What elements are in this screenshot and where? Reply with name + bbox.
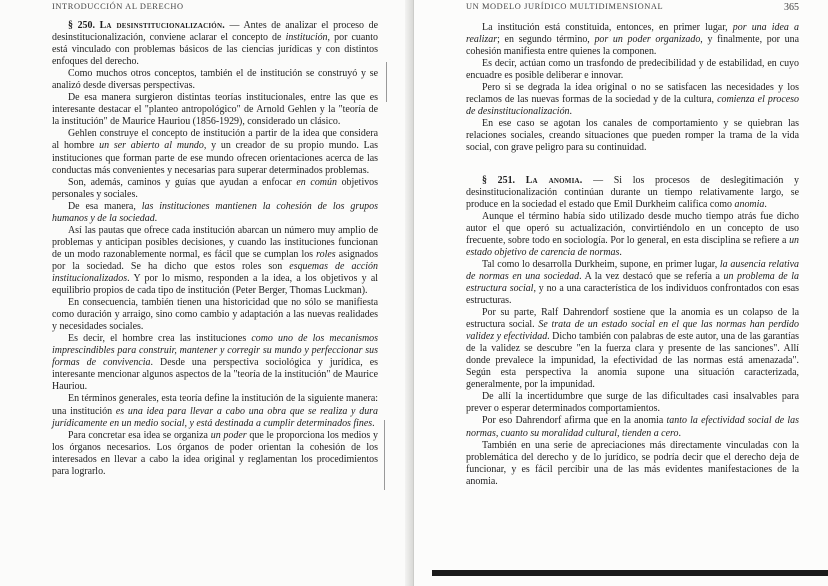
emphasis: comienza el proceso de desinstitucionalización: [466, 94, 799, 118]
emphasis: un problema de la estructura social: [466, 270, 799, 294]
text-run: .: [372, 417, 375, 429]
paragraph: [52, 393, 378, 429]
paragraph: Como muchos otros conceptos, también el de institución se construyó y se analizó desde diversas perspectivas.: [52, 68, 378, 92]
text-run: . Y por lo mismo, responden a la idea, a los objetivos y al equilibrio propios de cada tipo de institución (Peter Berger, Thomas Luckman).: [52, 272, 378, 297]
text-run: .: [678, 427, 681, 439]
text-run: Si los procesos de deslegitimación y desinstitucionalización continúan durante un tiempo relativamente largo, se produce en la sociedad el estado que Emil Durkheim califica como: [466, 174, 800, 210]
text-run: En términos generales, esta teoría define la institución de la siguiente manera: una institución: [52, 393, 378, 417]
paragraph: [466, 307, 799, 391]
emphasis: roles: [316, 248, 336, 260]
paragraph: [466, 415, 799, 439]
emphasis: la ausencia relativa de normas en una sociedad: [466, 258, 799, 282]
paragraph: [52, 177, 378, 201]
emphasis: en común: [296, 176, 337, 188]
text-run: Aunque el término había sido utilizado desde mucho tiempo atrás fue dicho autor el que operó su actualización, convirtiéndolo en un concepto de uso frecuente, sobre todo en sociología. Por lo general, en esta disciplina se refiere a: [466, 210, 799, 246]
paragraph: [466, 211, 799, 259]
text-run: .: [569, 106, 572, 118]
emphasis: anomia: [734, 198, 765, 210]
emphasis: un estado objetivo de carencia de normas: [466, 234, 799, 258]
paragraph: También en una serie de apreciaciones más directamente vinculadas con la problemática del derecho y de lo jurídico, se podría decir que el derecho deja de funcionar, y es fácil percibir una de las más evidentes manifestaciones de la anomia.: [466, 439, 799, 487]
paragraph: [466, 259, 799, 307]
left-running-head: INTRODUCCIÓN AL DERECHO: [52, 2, 184, 11]
section-number: § 250.: [68, 20, 95, 31]
text-run: . Desde una perspectiva sociológica y jurídica, es interesante mencionar algunos aspectos de la "teoría de la institución" de Maurice Hauriou.: [52, 357, 378, 393]
paragraph: En ese caso se agotan los canales de comportamiento y se quiebran las relaciones sociales, creando situaciones que pueden romper la trama de la vida social, con grave peligro para su continuidad.: [466, 118, 799, 154]
text-run: , y un creador de su propio mundo. Las instituciones que forman parte de ese mundo ofrecen orientaciones acerca de las conductas más convenientes y necesarias para superar determinados problemas.: [52, 140, 379, 176]
text-run: , y no a una característica de los individuos confrontados con esas estructuras.: [466, 282, 799, 306]
text-run: Por eso Dahrendorf afirma que en la anomia: [482, 415, 667, 427]
running-head-title: UN MODELO JURÍDICO MULTIDIMENSIONAL: [466, 2, 664, 11]
margin-mark: [386, 62, 387, 102]
text-run: objetivos personales y sociales.: [52, 176, 379, 200]
text-run: asignados por la sociedad. Se ha dicho que estos roles son: [52, 248, 378, 272]
text-run: Es decir, el hombre crea las instituciones: [68, 333, 252, 345]
section-title: La desinstitucionalización.: [99, 20, 225, 31]
text-run: Son, además, caminos y guías que ayudan a enfocar: [68, 176, 297, 188]
paragraph-251-intro: [466, 175, 799, 211]
right-page: [414, 0, 828, 586]
section-dash: —: [229, 20, 240, 31]
text-run: Pero si se degrada la idea original o no se satisfacen las necesidades y los reclamos de las nuevas formas de la sociedad y de la cultura,: [466, 82, 799, 106]
text-run: . Dicho también con palabras de este autor, una de las garantías de la validez se descubre "en la fuerza clara y presente de las sanciones". Allí donde prevalece la impunidad, la efectividad de las normas está amenazada". Según esta perspectiva la anomia supone una situación caracterizada, generalmente, por la impunidad.: [466, 331, 799, 391]
emphasis: es una idea para llevar a cabo una obra que se realiza y dura jurídicamente en un medio social, y está destinada a cumplir determinados fines: [52, 405, 379, 429]
paragraph: [52, 201, 378, 225]
emphasis: como uno de los mecanismos imprescindibles para construir, mantener y corregir su mundo y perfeccionar sus formas de convivencia: [52, 333, 379, 369]
section-title: La anomia.: [525, 174, 583, 186]
paragraph: [466, 82, 799, 118]
text-run: Antes de analizar el proceso de desinstitucionalización, conviene aclarar el concepto de: [52, 20, 378, 44]
text-run: que le proporciona los medios y los órganos necesarios. Los órganos de poder orientan la cohesión de los interesados en llevar a cabo la idea original y reglamentan los procedimientos para lograrlo.: [52, 429, 378, 477]
emphasis: por un poder organizado: [594, 34, 701, 46]
emphasis: tanto la efectividad social de las normas, cuanto su moralidad cultural, tienden a cero: [466, 415, 799, 439]
text-run: Tal como lo desarrolla Durkheim, supone, en primer lugar,: [482, 258, 720, 270]
text-run: , y finalmente, por una cohesión manifiesta entre quienes la componen.: [466, 34, 799, 58]
text-run: Por su parte, Ralf Dahrendorf sostiene que la anomia es un colapso de la estructura social.: [466, 307, 799, 331]
left-body-text: [52, 20, 378, 478]
text-run: , por cuanto está vinculado con problemas básicos de las ciencias jurídicas y con distintos enfoques del derecho.: [52, 32, 378, 68]
text-run: ; en segundo término,: [497, 34, 595, 46]
emphasis: las instituciones mantienen la cohesión de los grupos humanos y de la sociedad: [52, 200, 378, 224]
paragraph: [466, 22, 799, 58]
text-run: .: [154, 212, 158, 224]
paragraph: Es decir, actúan como un trasfondo de predecibilidad y de estabilidad, en cuyo encuadre es posible deliberar e innovar.: [466, 58, 799, 82]
text-run: Para concretar esa idea se organiza: [68, 429, 211, 441]
paragraph: De esa manera surgieron distintas teorías institucionales, entre las que es interesante destacar el "planteo antropológico" de Arnold Gehlen y la "teoría de la institución" de Maurice Hauriou (1856-1929), considerado un clásico.: [52, 92, 378, 128]
text-run: Gehlen construye el concepto de institución a partir de la idea que considera al hombre: [52, 128, 378, 152]
text-run: De esa manera,: [68, 200, 142, 212]
emphasis: por una idea a realizar: [466, 22, 799, 46]
text-run: . A la vez destacó que se refería a: [579, 270, 724, 282]
emphasis: un ser abierto al mundo: [99, 140, 204, 152]
text-run: .: [619, 246, 622, 258]
paragraph: [52, 430, 378, 478]
emphasis: Se trata de un estado social en el que las normas han perdido validez y efectividad: [466, 319, 799, 343]
paragraph: [52, 128, 378, 176]
section-dash: —: [593, 174, 604, 186]
section-number: § 251.: [482, 174, 516, 186]
text-run: Así las pautas que ofrece cada institución abarcan un número muy amplio de problemas y anticipan posibles decisiones, y cuando las instituciones funcionan de un modo razonablemente normal, es fácil que se cumplan los: [52, 224, 378, 260]
paragraph-250-intro: [52, 20, 378, 68]
paragraph: De allí la incertidumbre que surge de las dificultades casi insalvables para prever o esperar determinados comportamientos.: [466, 391, 799, 415]
right-body-text: [466, 22, 799, 488]
paragraph: [52, 333, 378, 393]
margin-mark: [384, 420, 385, 490]
text-run: .: [764, 198, 767, 210]
emphasis: un poder: [210, 429, 247, 441]
page-number: 365: [784, 2, 799, 13]
text-run: La institución está constituida, entonces, en primer lugar,: [482, 22, 733, 33]
emphasis: esquemas de acción institucionalizados: [52, 260, 378, 284]
paragraph: En consecuencia, también tienen una historicidad que no sólo se manifiesta como duración y arraigo, sino como cambio y adaptación a las nuevas realidades y necesidades sociales.: [52, 297, 378, 333]
paragraph: [52, 225, 378, 297]
page-bottom-edge: [432, 570, 828, 576]
emphasis: institución: [285, 32, 328, 44]
